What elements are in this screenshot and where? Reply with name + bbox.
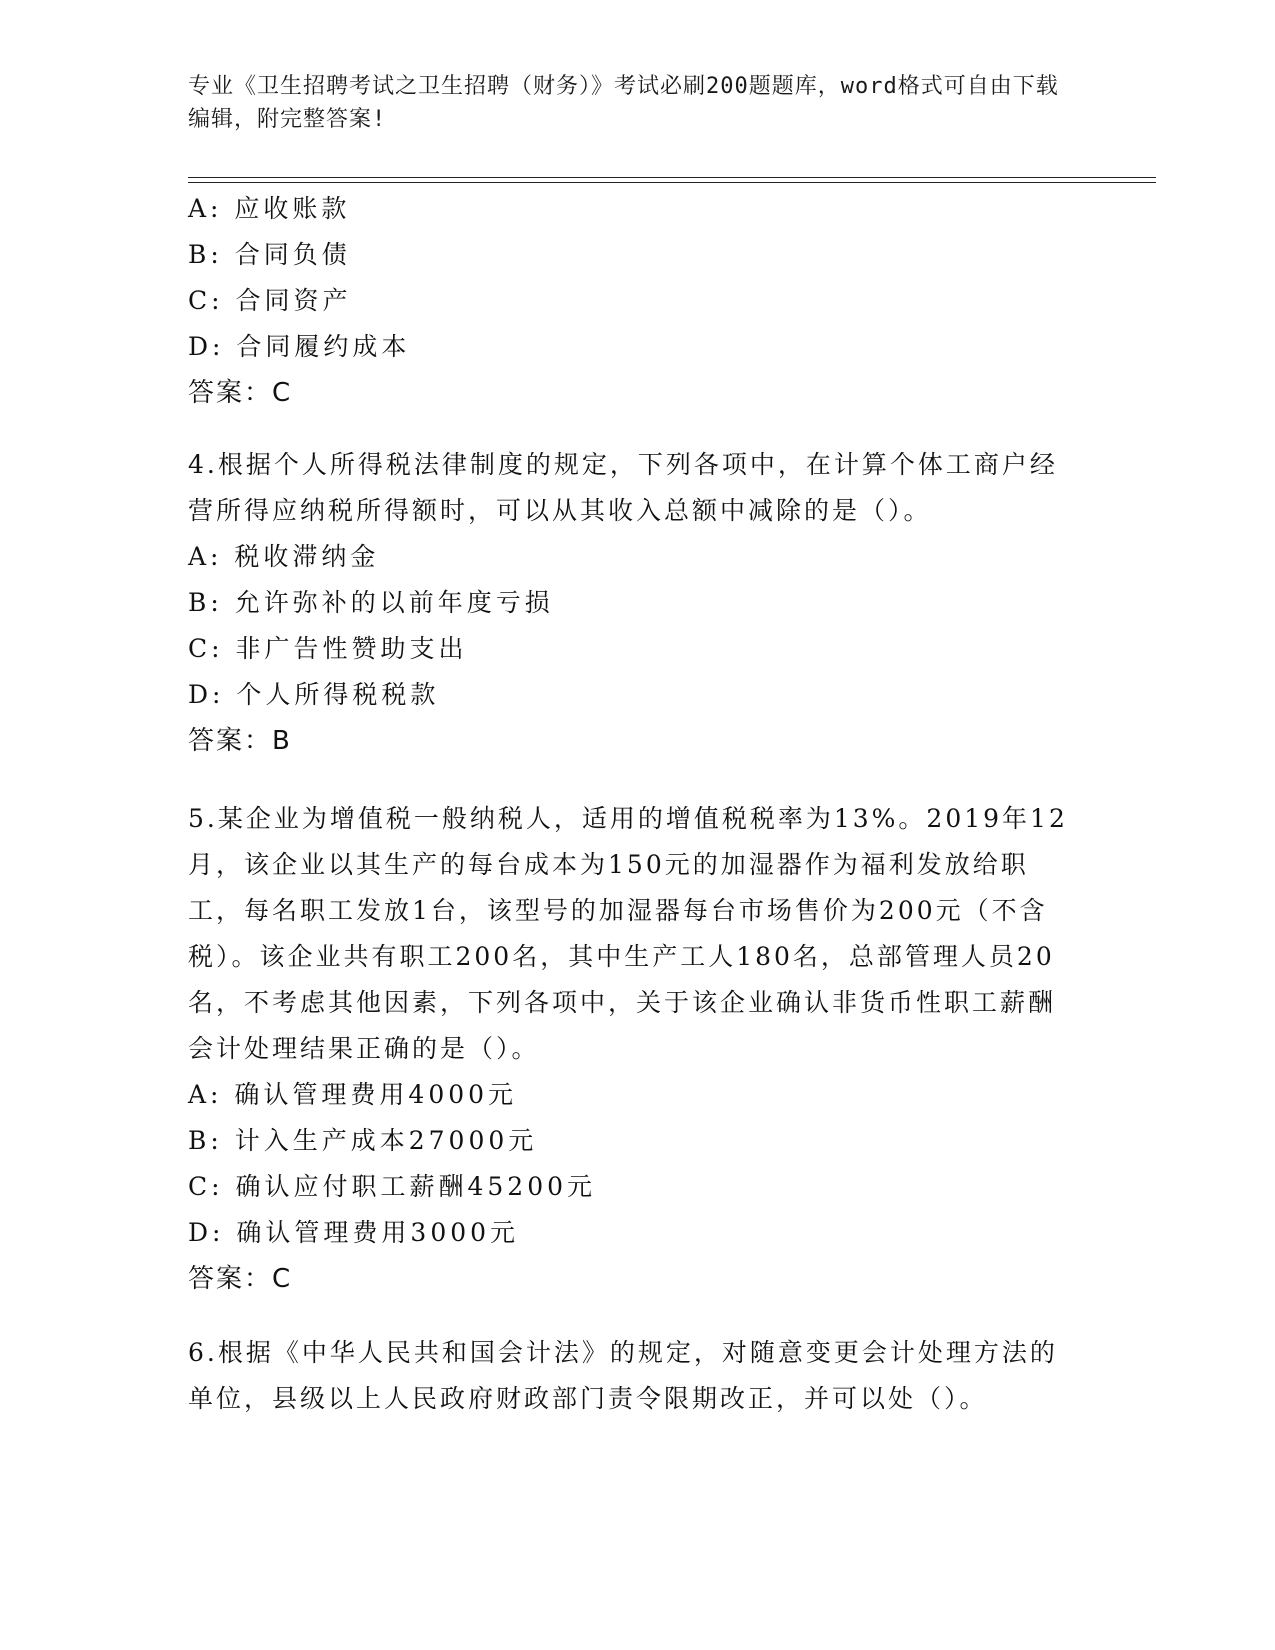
header-divider-top (188, 177, 1156, 178)
q4-option-b: B: 允许弥补的以前年度亏损 (188, 588, 554, 617)
q5-answer: 答案：C (188, 1264, 293, 1294)
q5-option-d: D: 确认管理费用3000元 (188, 1218, 520, 1247)
q3-option-b: B: 合同负债 (188, 240, 351, 269)
q4-question-text: 4.根据个人所得税法律制度的规定，下列各项中，在计算个体工商户经营所得应纳税所得额时，可以从其收入总额中减除的是（）。 (188, 450, 1058, 525)
q3-answer: 答案：C (188, 378, 293, 408)
document-header: 专业《卫生招聘考试之卫生招聘（财务）》考试必刷200题题库，word格式可自由下载编辑，附完整答案! (188, 74, 1059, 132)
q3-option-a: A: 应收账款 (188, 194, 351, 223)
q5-option-b: B: 计入生产成本27000元 (188, 1126, 538, 1155)
q5-option-a: A: 确认管理费用4000元 (188, 1080, 518, 1109)
q5-option-c: C: 确认应付职工薪酬45200元 (188, 1172, 597, 1201)
q4-option-d: D: 个人所得税税款 (188, 680, 440, 709)
question-3 (188, 186, 1068, 416)
question-6 (188, 1330, 1068, 1422)
q6-question-text: 6.根据《中华人民共和国会计法》的规定，对随意变更会计处理方法的单位，县级以上人民政府财政部门责令限期改正，并可以处（）。 (188, 1338, 1058, 1413)
question-5 (188, 796, 1068, 1302)
q4-option-a: A: 税收滞纳金 (188, 542, 380, 571)
q3-option-d: D: 合同履约成本 (188, 332, 411, 361)
header-divider-bottom (188, 182, 1156, 183)
q3-option-c: C: 合同资产 (188, 286, 352, 315)
q4-answer: 答案：B (188, 726, 292, 756)
question-4 (188, 442, 1068, 764)
q5-question-text: 5.某企业为增值税一般纳税人，适用的增值税税率为13%。2019年12月，该企业以其生产的每台成本为150元的加湿器作为福利发放给职工，每名职工发放1台，该型号的加湿器每台市场售价为200元（不含税）。该企业共有职工200名，其中生产工人180名，总部管理人员20名，不考虑其他因素，下列各项中，关于该企业确认非货币性职工薪酬会计处理结果正确的是（）。 (188, 804, 1068, 1063)
q4-option-c: C: 非广告性赞助支出 (188, 634, 468, 663)
